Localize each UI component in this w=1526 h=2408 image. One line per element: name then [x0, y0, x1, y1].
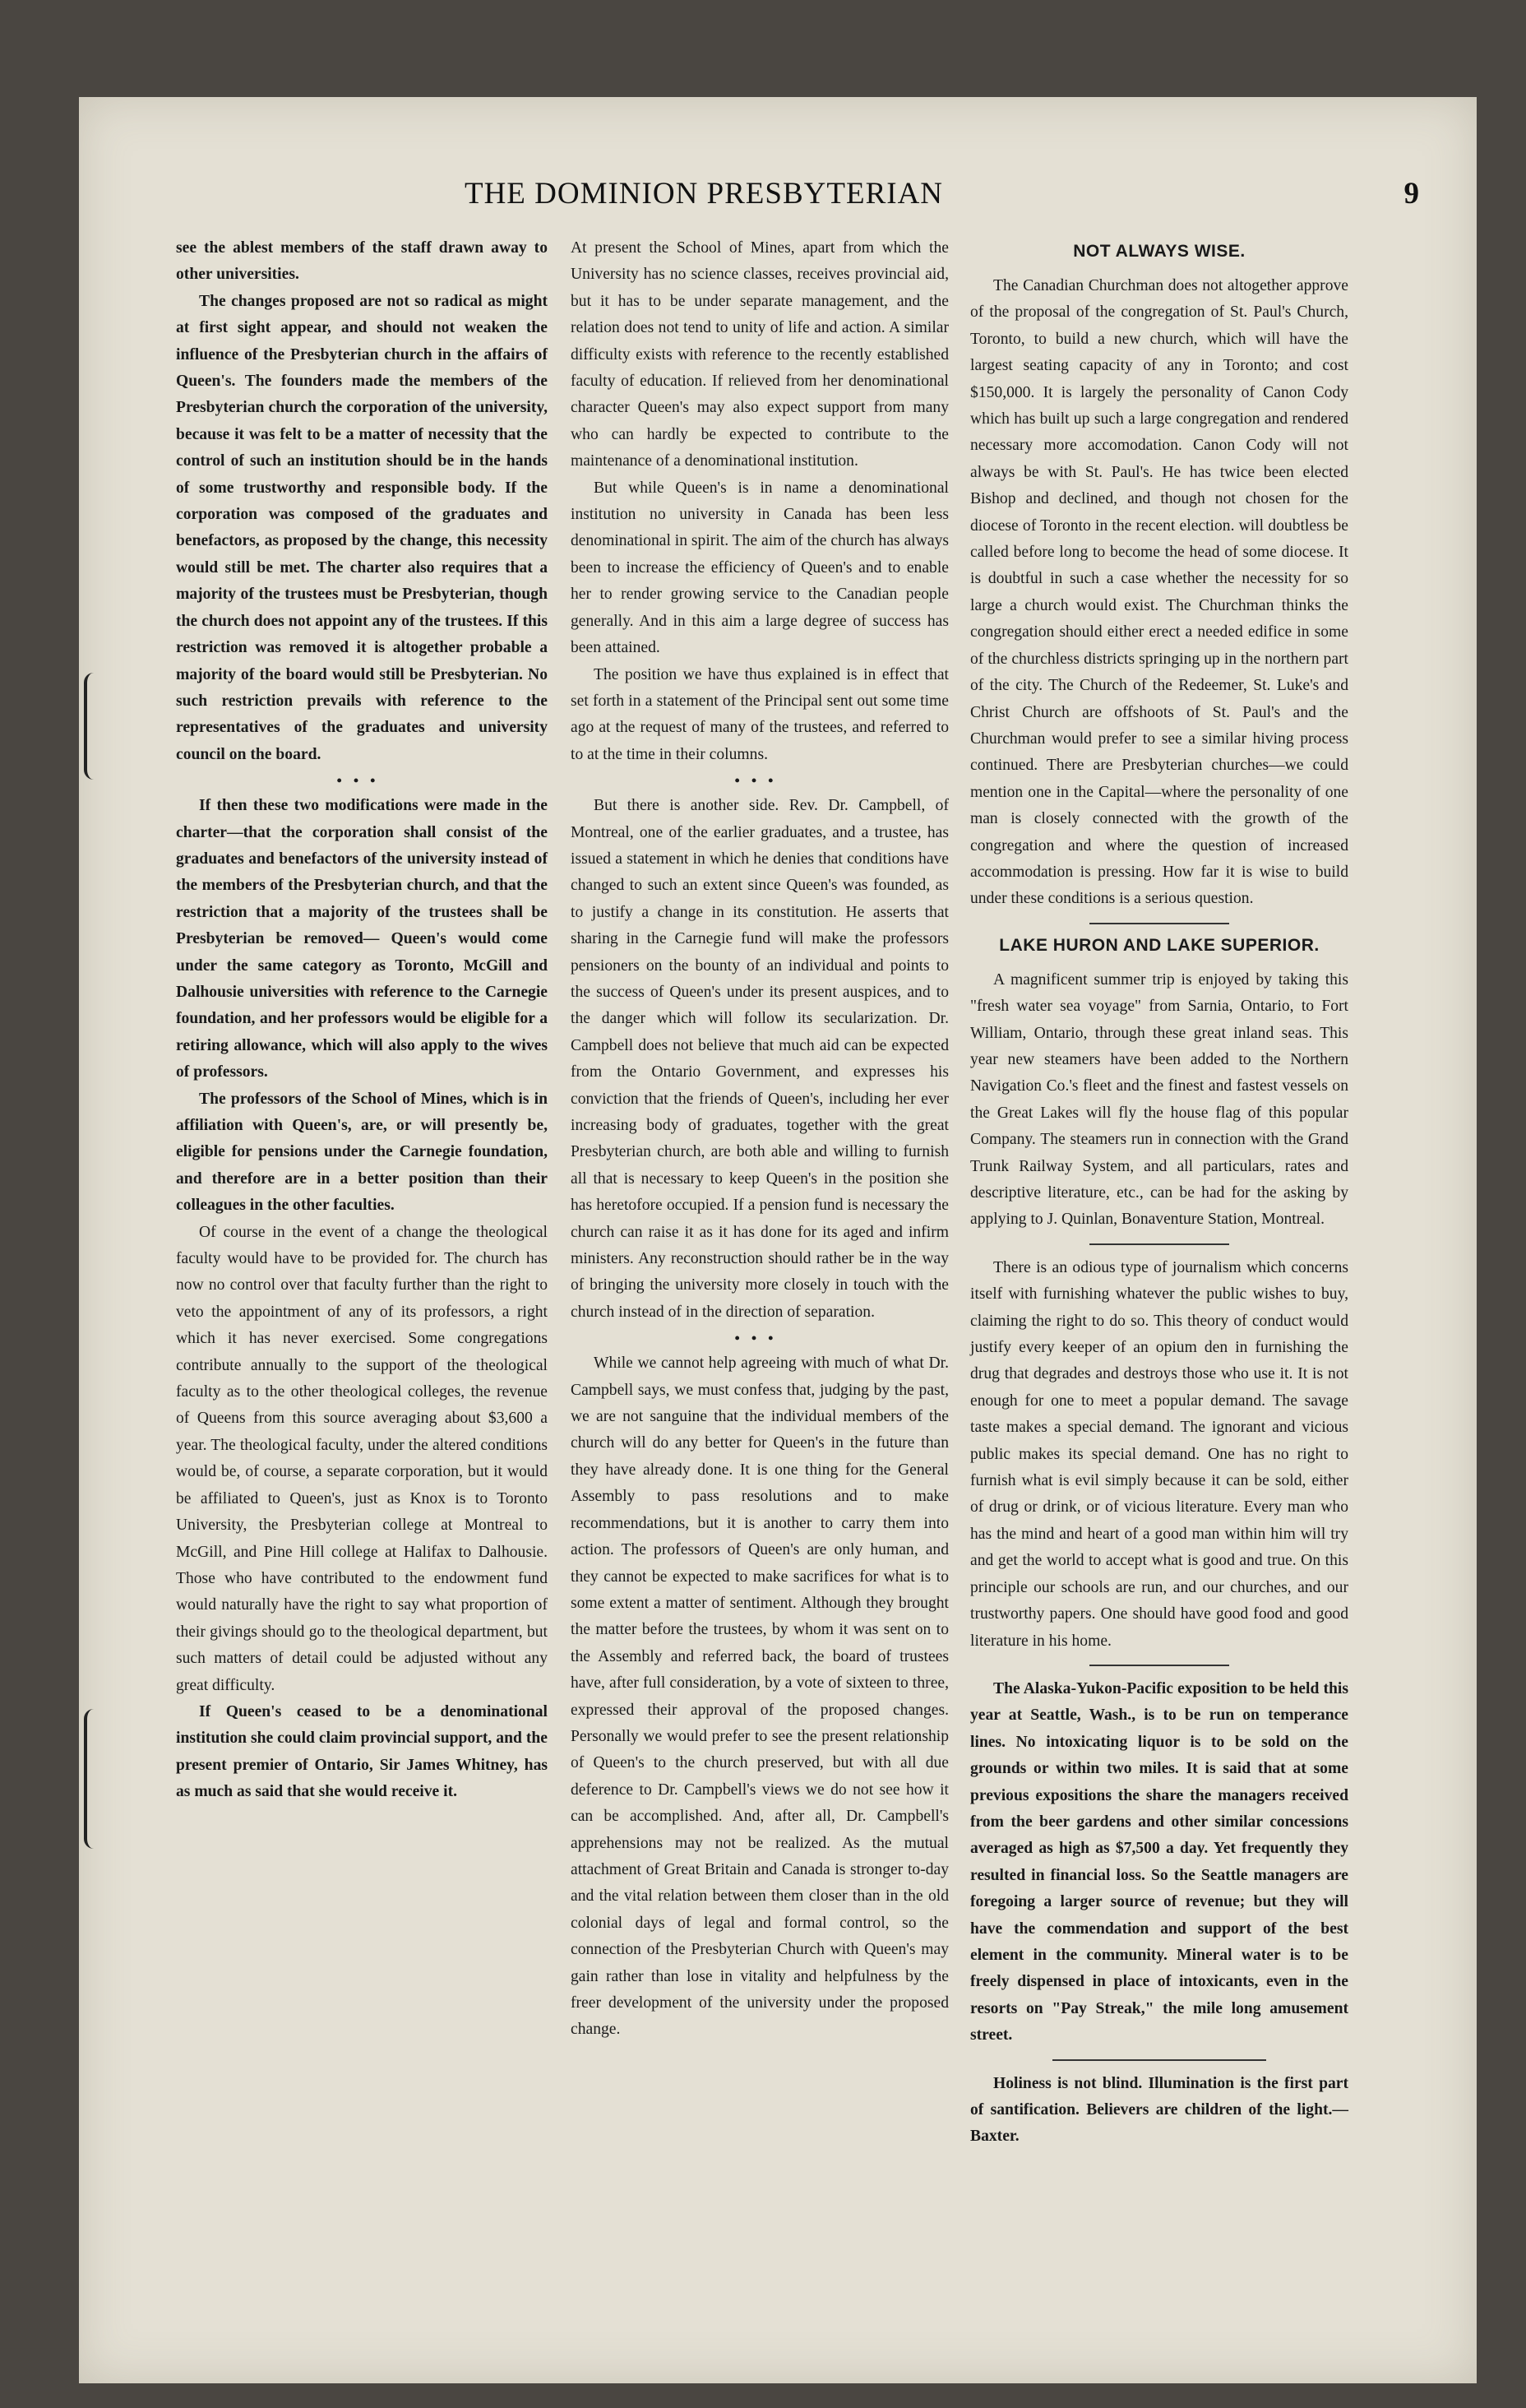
page-number: 9	[1403, 177, 1419, 211]
paragraph: Holiness is not blind. Illumination is the first part of santification. Believers are children of the light.—Baxter.	[970, 2074, 1348, 2146]
divider	[1089, 1665, 1229, 1666]
paragraph: But while Queen's is in name a denominational institution no university in Canada has been less denominational in spirit. The aim of the church has always been to increase the efficiency of Queen's and to enable her to render growing service to the Canadian people generally. And in this aim a large degree of success has been attained.	[571, 479, 949, 657]
section-divider: •••	[336, 772, 387, 790]
column-2	[571, 235, 949, 2044]
divider	[1052, 2059, 1266, 2061]
paragraph: The changes proposed are not so radical as might at first sight appear, and should not weaken the influence of the Presbyterian church in the affairs of Queen's. The founders made the members of the Presbyterian church the corporation of the university, because it was felt to be a matter of necessity that the control of such an institution should be in the hands of some trustworthy and responsible body. If the corporation was composed of the graduates and benefactors, as proposed by the change, this necessity would still be met. The charter also requires that a majority of the trustees must be Presbyterian, though the church does not appoint any of the trustees. If this restriction was removed it is altogether probable a majority of the board would still be Presbyterian. No such restriction prevails with reference to the representatives of the graduates and university council on the board.	[176, 292, 548, 763]
paragraph: If Queen's ceased to be a denominational institution she could claim provincial support, and the present premier of Ontario, Sir James Whitney, has as much as said that she would receive it.	[176, 1702, 548, 1801]
publication-title: THE DOMINION PRESBYTERIAN	[464, 177, 944, 211]
paragraph: There is an odious type of journalism which concerns itself with furnishing whatever the public wishes to buy, claiming the right to do so. This theory of conduct would justify every keeper of an opium den in furnishing the drug that degrades and destroys those who use it. It is not enough for one to meet a popular demand. The savage taste makes a special demand. The ignorant and vicious public makes its special demand. One has no right to furnish what is evil simply because it can be sold, either of drug or drink, or of vicious literature. Every man who has the mind and heart of a good man within him will try and get the world to accept what is good and true. On this principle our schools are run, and our churches, and our trustworthy papers. One should have good food and good literature in his home.	[970, 1258, 1348, 1650]
paragraph: The Canadian Churchman does not altogether approve of the proposal of the congregation of St. Paul's Church, Toronto, to build a new church, which will have the largest seating capacity of any in Toronto; and cost $150,000. It is largely the personality of Canon Cody which has built up such a large congregation and rendered necessary more accomodation. Canon Cody will not always be with St. Paul's. He has twice been elected Bishop and declined, and though not chosen for the diocese of Toronto in the recent election. will doubtless be called before long to become the head of some diocese. It is doubtful in such a case whether the necessity for so large a church would exist. The Churchman thinks the congregation should either erect a needed edifice in some of the churchless districts springing up in the northern part of the city. The Church of the Redeemer, St. Luke's and Christ Church are offshoots of St. Paul's and the Churchman would prefer to see a similar hiving process continued. There are Presbyterian churches—we could mention one in the Capital—where the personality of one man is closely connected with the growth of the congregation and where the question of increased accommodation is pressing. How far it is wise to build under these conditions is a serious question.	[970, 277, 1348, 908]
paragraph: At present the School of Mines, apart from which the University has no science classes, receives provincial aid, but it has to be under separate management, and the relation does not tend to unity of life and action. A similar difficulty exists with reference to the recently established faculty of education. If relieved from her denominational character Queen's may also expect support from many who can hardly be expected to contribute to the maintenance of a denominational institution.	[571, 239, 949, 470]
paragraph: The position we have thus explained is in effect that set forth in a statement of the Principal sent out some time ago at the request of many of the trustees, and referred to to at the time in their columns.	[571, 665, 949, 763]
article-heading: LAKE HURON AND LAKE SUPERIOR.	[999, 935, 1320, 955]
column-3	[970, 235, 1348, 2151]
divider	[1089, 923, 1229, 924]
paragraph: While we cannot help agreeing with much of what Dr. Campbell says, we must confess that, judging by the past, we are not sanguine that the individual members of the church will do any better for Queen's in the future than they have already done. It is one thing for the General Assembly to pass resolutions and to make recommendations, but it is another to carry them into action. The professors of Queen's are only human, and they cannot be expected to make sacrifices for what is to some extent a matter of sentiment. Although they brought the matter before the trustees, by whom it was sent on to the Assembly and referred back, the board of trustees have, after full consideration, by a vote of sixteen to three, expressed their approval of the proposed changes. Personally we would prefer to see the present relationship of Queen's to the church preserved, but with all due deference to Dr. Campbell's views we do not see how it can be accomplished. And, after all, Dr. Campbell's apprehensions may not be realized. As the mutual attachment of Great Britain and Canada is stronger to-day and the vital relation between them closer than in the old colonial days of legal and formal control, so the connection of the Presbyterian Church with Queen's may gain rather than lose in vitality and helpfulness by the freer development of the university under the proposed change.	[571, 1354, 949, 2039]
paragraph: A magnificent summer trip is enjoyed by taking this "fresh water sea voyage" from Sarnia, Ontario, to Fort William, Ontario, through these great inland seas. This year new steamers have been added to the Northern Navigation Co.'s fleet and the finest and fastest vessels on the Great Lakes will fly the house flag of this popular Company. The steamers run in connection with the Grand Trunk Railway System, and all particulars, rates and descriptive literature, etc., can be had for the asking by applying to J. Quinlan, Bonaventure Station, Montreal.	[970, 970, 1348, 1229]
paragraph: Of course in the event of a change the theological faculty would have to be provided for. The church has now no control over that faculty further than the right to veto the appointment of any of its professors, a right which it has never exercised. Some congregations contribute annually to the support of the theological faculty as to the other theological colleges, the revenue of Queens from this source averaging about $3,600 a year. The theological faculty, under the altered conditions would be, of course, a separate corporation, but it would be affiliated to Queen's, just as Knox is to Toronto University, the Presbyterian college at Montreal to McGill, and Pine Hill college at Halifax to Dalhousie. Those who have contributed to the endowment fund would naturally have the right to say what proportion of their givings should go to the theological department, but such matters of detail could be adjusted without any great difficulty.	[176, 1223, 548, 1694]
section-divider: •••	[734, 1330, 785, 1347]
paragraph: But there is another side. Rev. Dr. Campbell, of Montreal, one of the earlier graduates, and a trustee, has issued a statement in which he denies that conditions have changed to such an extent since Queen's was founded, as to justify a change in its constitution. He asserts that sharing in the Carnegie fund will make the professors pensioners on the bounty of an individual and points to the success of Queen's under its present auspices, and to the danger which will follow its secularization. Dr. Campbell does not believe that much aid can be expected from the Ontario Government, and expresses his conviction that the friends of Queen's, including her ever increasing body of graduates, together with the great Presbyterian church, are both able and willing to furnish all that is necessary to keep Queen's in the position she has heretofore occupied. If a pension fund is necessary the church can raise it as it has done for its aged and infirm ministers. Any reconstruction should rather be in the way of bringing the university more closely in touch with the church instead of in the direction of separation.	[571, 797, 949, 1321]
divider	[1089, 1243, 1229, 1245]
paragraph: If then these two modifications were made in the charter—that the corporation shall consist of the graduates and benefactors of the university instead of the members of the Presbyterian church, and that the restriction that a majority of the trustees shall be Presbyterian be removed— Queen's would come under the same category as Toronto, McGill and Dalhousie universities with reference to the Carnegie foundation, and her professors would be eligible for a retiring allowance, which will also apply to the wives of professors.	[176, 797, 548, 1081]
masthead	[79, 176, 1477, 225]
article-heading: NOT ALWAYS WISE.	[1073, 242, 1246, 261]
paragraph: The Alaska-Yukon-Pacific exposition to be held this year at Seattle, Wash., is to be run on temperance lines. No intoxicating liquor is to be sold on the grounds or within two miles. It is said that at some previous expositions the share the managers received from the beer gardens and other similar concessions averaged as high as $7,500 a day. Yet frequently they resulted in financial loss. So the Seattle managers are foregoing a larger source of revenue; but they will have the commendation and support of the best element in the community. Mineral water is to be freely dispensed in place of intoxicants, even in the resorts on "Pay Streak," the mile long amusement street.	[970, 1679, 1348, 2044]
newspaper-page	[79, 97, 1477, 2383]
paragraph: see the ablest members of the staff drawn away to other universities.	[176, 239, 548, 284]
column-1	[176, 235, 548, 1806]
binding-mark	[84, 673, 107, 780]
section-divider: •••	[734, 772, 785, 790]
binding-mark	[84, 1709, 107, 1849]
paragraph: The professors of the School of Mines, which is in affiliation with Queen's, are, or will presently be, eligible for pensions under the Carnegie foundation, and therefore are in a better position than their colleagues in the other faculties.	[176, 1090, 548, 1215]
